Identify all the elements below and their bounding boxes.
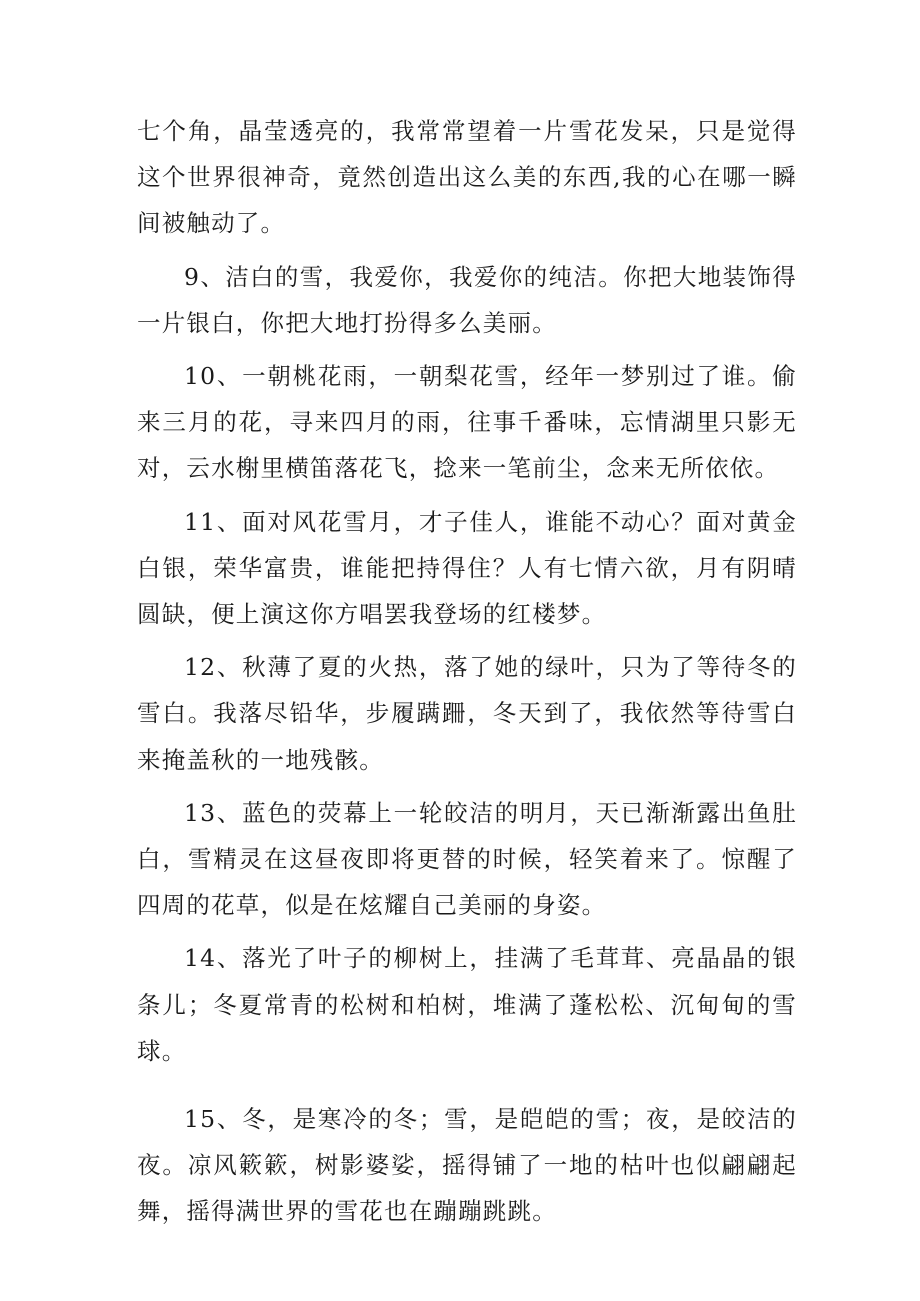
- document-body: [137, 108, 797, 1242]
- paragraph-continuation: 七个角，晶莹透亮的，我常常望着一片雪花发呆，只是觉得这个世界很神奇，竟然创造出这么美的东西,我的心在哪一瞬间被触动了。: [137, 117, 797, 238]
- paragraph-item-11: 11、面对风花雪月，才子佳人，谁能不动心？面对黄金白银，荣华富贵，谁能把持得住？人有七情六欲，月有阴晴圆缺，便上演这你方唱罢我登场的红楼梦。: [137, 507, 797, 629]
- paragraph-item-9: 9、洁白的雪，我爱你，我爱你的纯洁。你把大地装饰得一片银白，你把大地打扮得多么美丽。: [137, 262, 797, 337]
- paragraph-item-15: 15、冬，是寒冷的冬；雪，是皑皑的雪；夜，是皎洁的夜。凉风簌簌，树影婆娑，摇得铺了一地的枯叶也似翩翩起舞，摇得满世界的雪花也在蹦蹦跳跳。: [137, 1105, 797, 1226]
- paragraph-item-13: 13、蓝色的荧幕上一轮皎洁的明月，天已渐渐露出鱼肚白，雪精灵在这昼夜即将更替的时候，轻笑着来了。惊醒了四周的花草，似是在炫耀自己美丽的身姿。: [137, 798, 797, 920]
- paragraph-item-14: 14、落光了叶子的柳树上，挂满了毛茸茸、亮晶晶的银条儿；冬夏常青的松树和柏树，堆满了蓬松松、沉甸甸的雪球。: [137, 944, 797, 1065]
- paragraph-item-10: 10、一朝桃花雨，一朝梨花雪，经年一梦别过了谁。偷来三月的花，寻来四月的雨，往事千番味，忘情湖里只影无对，云水榭里横笛落花飞，捻来一笔前尘，念来无所依依。: [137, 362, 797, 483]
- paragraph-item-12: 12、秋薄了夏的火热，落了她的绿叶，只为了等待冬的雪白。我落尽铅华，步履蹒跚，冬天到了，我依然等待雪白来掩盖秋的一地残骸。: [137, 653, 797, 774]
